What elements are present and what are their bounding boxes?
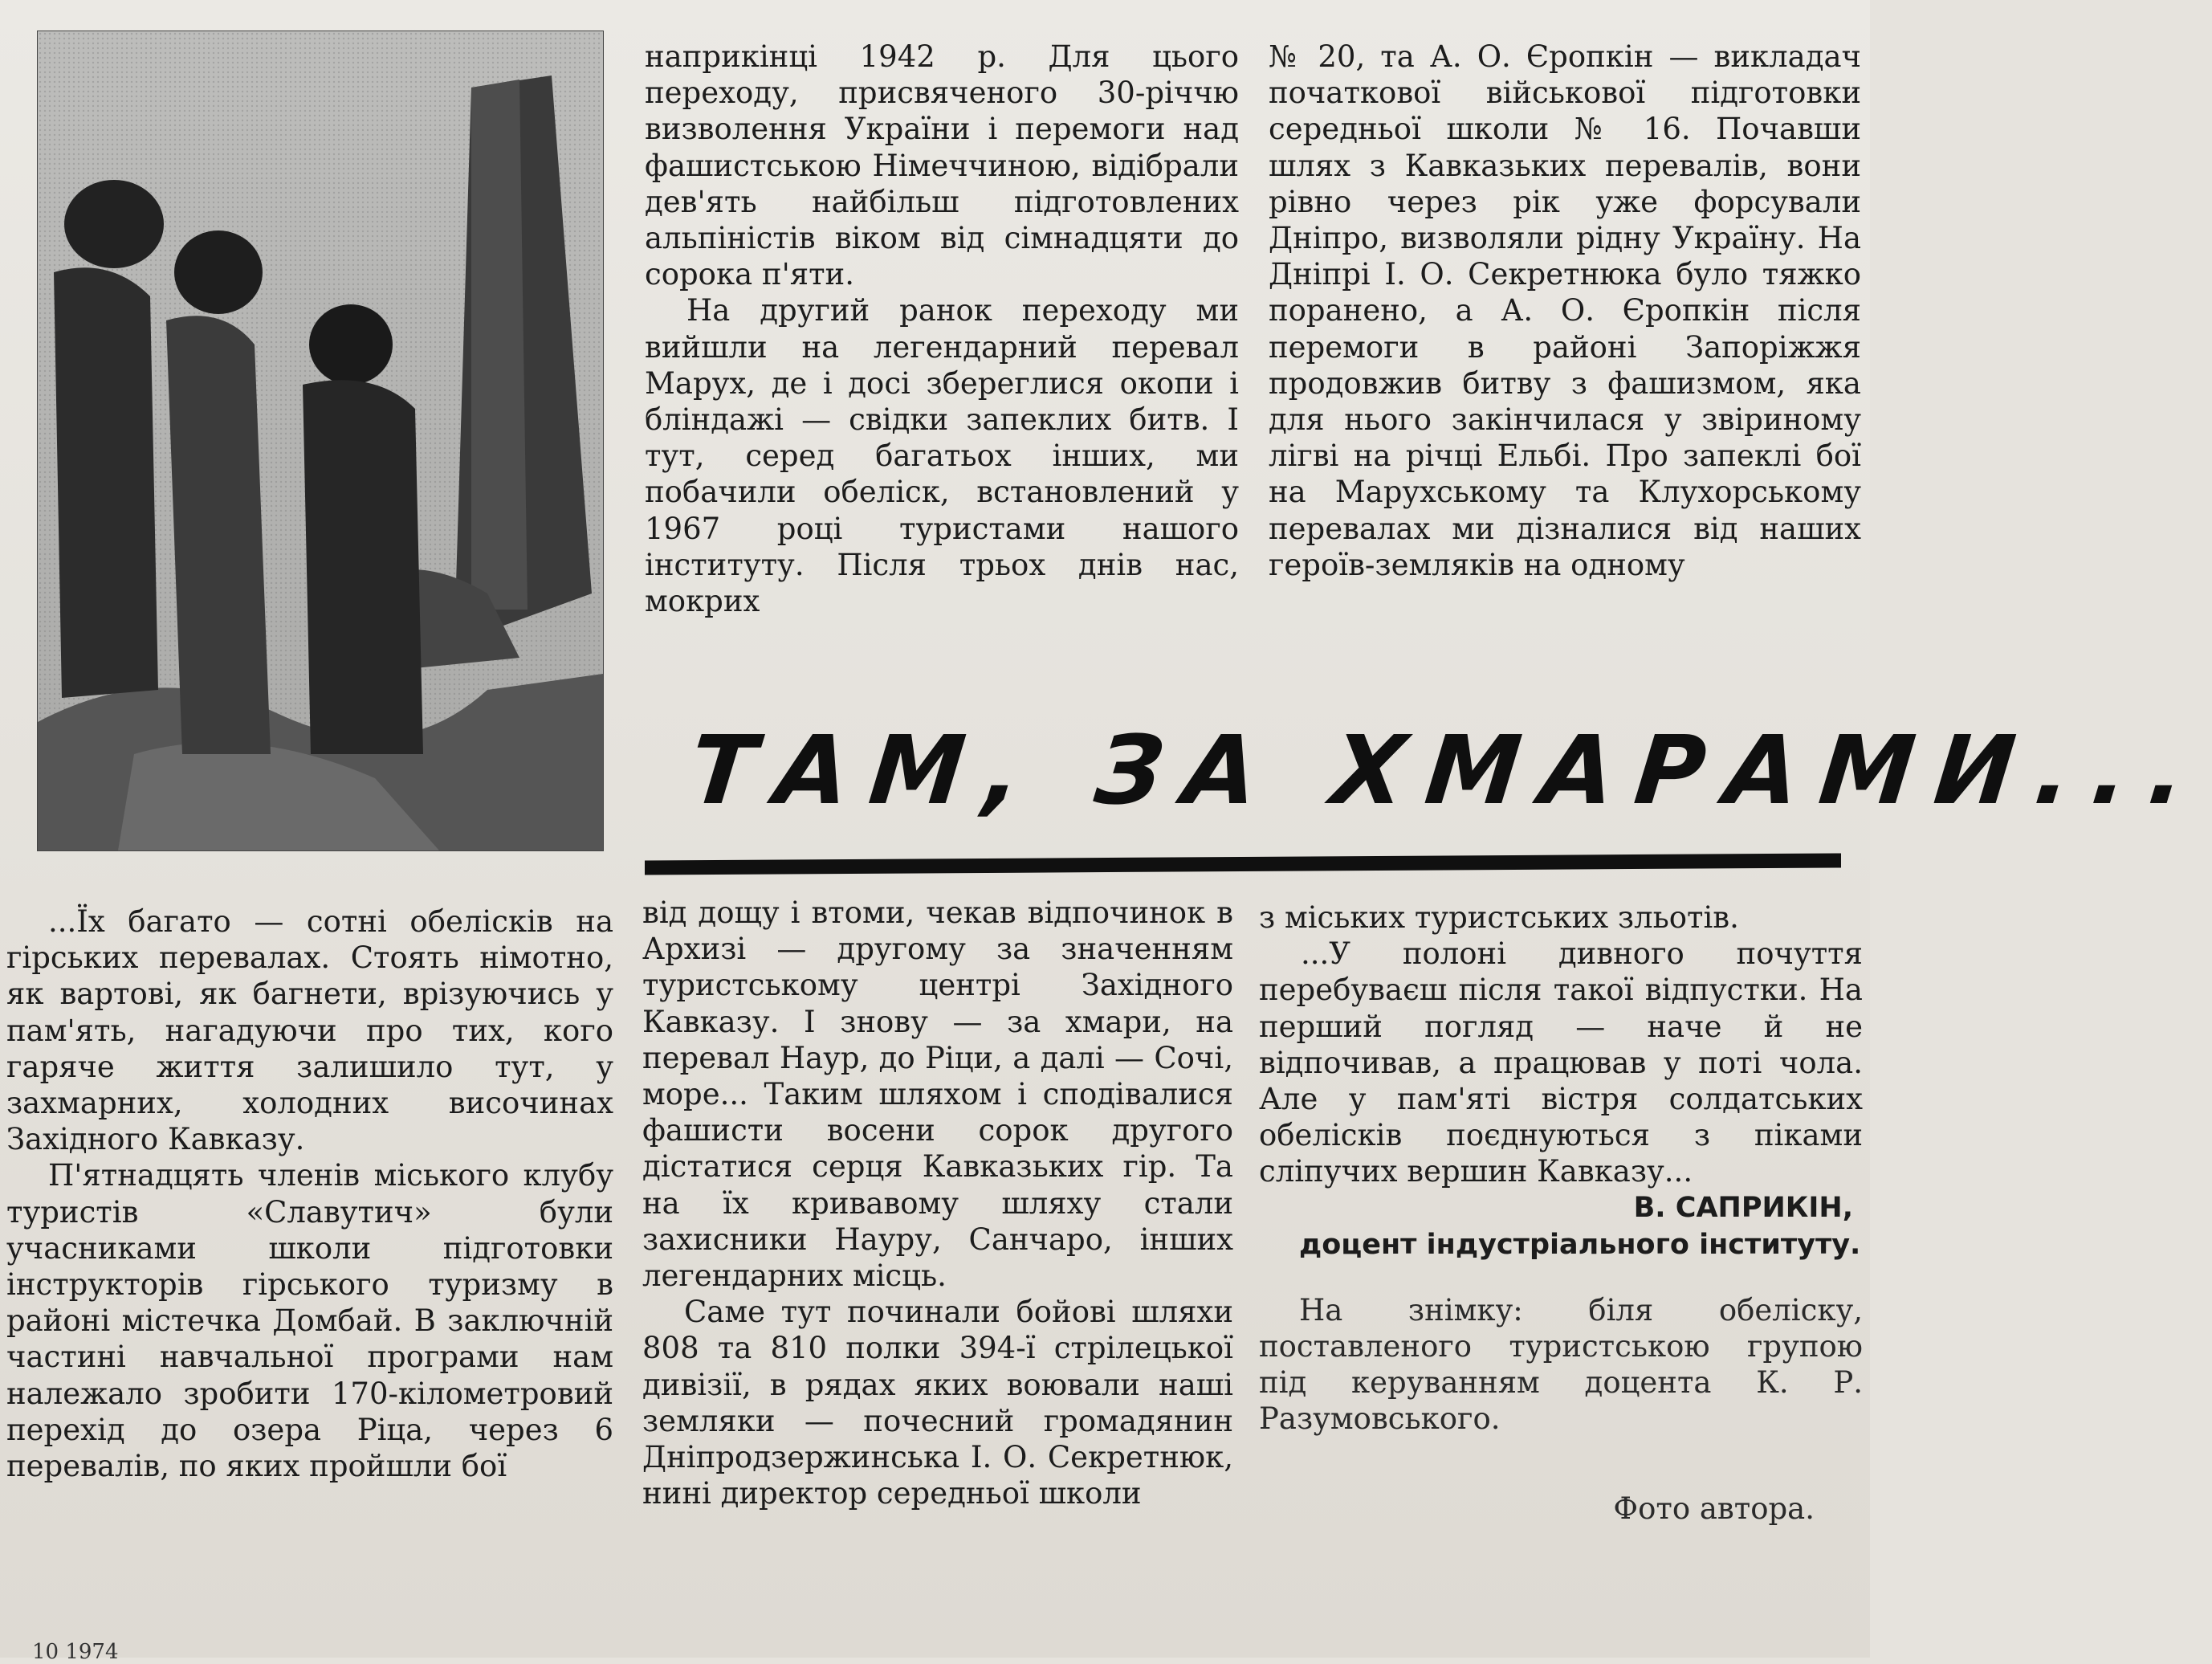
article-headline: ТАМ, ЗА ХМАРАМИ... — [684, 715, 2212, 826]
paragraph: П'ятнадцять членів міського клубу туристів «Славутич» були учасниками школи підготовки інструкторів гірського туризму в районі містечка Домбай. В заключній частині навчальної програми нам належало зробити 170-кілометровий перехід до озера Ріца, через 6 перевалів, по яких пройшли бої — [6, 1158, 613, 1484]
photo-caption: На знімку: біля обеліску, поставленого туристською групою під керуванням доцента К. Р. Разумовського. — [1259, 1292, 1863, 1437]
column-top-middle — [645, 39, 1239, 619]
headline-underline-rule — [645, 853, 1841, 875]
paragraph: від дощу і втоми, чекав відпочинок в Архизі — другому за значенням туристському центрі Західного Кавказу. І знову — за хмари, на перевал Наур, до Ріци, а далі — Сочі, море... Таким шляхом і сподівалися фашисти восени сорок другого дістатися серця Кавказьких гір. Та на їх кривавому шляху стали захисники Науру, Санчаро, інших легендарних місць. — [642, 895, 1233, 1294]
paragraph: № 20, та А. О. Єропкін — викладач початкової військової підготовки середньої школи № 16. Почавши шлях з Кавказьких перевалів, вони рівно через рік уже форсували Дніпро, визволяли рідну Україну. На Дніпрі І. О. Секретнюка було тяжко поранено, а А. О. Єропкін після перемоги в районі Запоріжжя продовжив битву з фашизмом, яка для нього закінчилася у звіриному лігві на річці Ельбі. Про запеклі бої на Марухському та Клухорському перевалах ми дізналися від наших героїв-земляків на одному — [1269, 39, 1861, 582]
column-bottom-left — [6, 903, 613, 1484]
column-top-right — [1269, 39, 1861, 583]
author-title: доцент індустріального інституту. — [1299, 1228, 1861, 1261]
paragraph: На другий ранок переходу ми вийшли на легендарний перевал Марух, де і досі збереглися окопи і бліндажі — свідки запеклих битв. І тут, серед багатьох інших, ми побачили обеліск, встановлений у 1967 році туристами нашого інституту. Після трьох днів нас, мокрих — [645, 293, 1239, 619]
obelisk-photo-image — [38, 31, 603, 850]
paragraph: ...У полоні дивного почуття перебуваєш після такої відпустки. На перший погляд — наче й не відпочивав, а працював у поті чола. Але у пам'яті вістря солдатських обелісків поєднуються з піками сліпучих вершин Кавказу... — [1259, 936, 1863, 1189]
paragraph: з міських туристських зльотів. — [1259, 900, 1739, 935]
paragraph: ...Їх багато — сотні обелісків на гірських перевалах. Стоять німотно, як вартові, як багнети, врізуючись у пам'ять, нагадуючи про тих, кого гаряче життя залишило тут, у захмарних, холодних височинах Західного Кавказу. — [6, 904, 613, 1157]
article-photo — [37, 31, 604, 851]
author-name: В. САПРИКІН, — [1633, 1191, 1853, 1224]
photo-credit: Фото автора. — [1613, 1491, 1815, 1526]
paragraph: наприкінці 1942 р. Для цього переходу, присвяченого 30-річчю визволення України і перемоги над фашистською Німеччиною, відібрали дев'ять найбільш підготовлених альпіністів віком від сімнадцяти до сорока п'яти. — [645, 39, 1239, 292]
column-bottom-middle — [642, 895, 1233, 1511]
column-bottom-right — [1259, 899, 1863, 1527]
paragraph: Саме тут починали бойові шляхи 808 та 810 полки 394-ї стрілецької дивізії, в рядах яких воювали наші земляки — почесний громадянин Дніпродзержинська І. О. Секретнюк, нині директор середньої школи — [642, 1295, 1233, 1511]
page-footer-fragment: 10 1974 — [32, 1640, 119, 1664]
